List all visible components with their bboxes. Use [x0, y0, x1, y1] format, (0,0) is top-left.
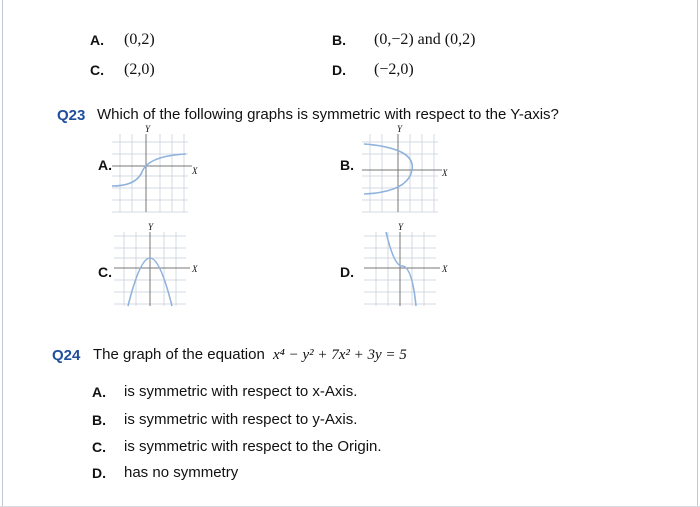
graph-d-x-label: X — [442, 264, 448, 274]
q24-option-a-letter: A. — [92, 384, 106, 400]
q22-option-d-text: (−2,0) — [374, 61, 414, 78]
q22-option-d-letter: D. — [332, 62, 346, 78]
graph-b-letter: B. — [340, 157, 354, 173]
q22-option-a-letter: A. — [90, 32, 104, 48]
q24-option-d-letter: D. — [92, 465, 106, 481]
q24-question — [93, 346, 407, 364]
graph-a-y-label: Y — [145, 124, 151, 134]
q24-option-b-text: is symmetric with respect to y-Axis. — [124, 411, 358, 428]
q22-option-b-letter: B. — [332, 32, 346, 48]
q22-option-a-text: (0,2) — [124, 31, 155, 48]
graph-c-x-label: X — [192, 264, 198, 274]
graph-c-y-label: Y — [148, 222, 154, 232]
graph-a-letter: A. — [98, 157, 112, 173]
graph-b-y-label: Y — [397, 124, 403, 134]
q22-option-b-text: (0,−2) and (0,2) — [374, 31, 476, 48]
q24-option-a-text: is symmetric with respect to x-Axis. — [124, 383, 358, 400]
graph-c-letter: C. — [98, 264, 112, 280]
graph-b-x-label: X — [442, 168, 448, 178]
q24-option-d-text: has no symmetry — [124, 464, 239, 481]
graph-c — [108, 222, 204, 314]
q22-option-c-text: (2,0) — [124, 61, 155, 78]
graph-d-y-label: Y — [398, 222, 404, 232]
graph-d — [358, 222, 454, 314]
graph-b — [358, 124, 454, 216]
q23-question: Which of the following graphs is symmetric with respect to the Y-axis? — [97, 106, 559, 123]
q24-equation: x⁴ − y² + 7x² + 3y = 5 — [272, 347, 407, 363]
q24-option-c-letter: C. — [92, 439, 106, 455]
graph-a-x-label: X — [192, 166, 198, 176]
q24-number: Q24 — [52, 347, 81, 364]
graph-d-letter: D. — [340, 264, 354, 280]
q24-question-prefix: The graph of the equation — [93, 346, 265, 363]
q24-option-b-letter: B. — [92, 412, 106, 428]
page-right-edge — [697, 0, 698, 507]
page-left-edge — [2, 0, 3, 507]
q23-number: Q23 — [57, 107, 86, 124]
q24-option-c-text: is symmetric with respect to the Origin. — [124, 438, 382, 455]
graph-a — [108, 124, 204, 216]
q22-option-c-letter: C. — [90, 62, 104, 78]
